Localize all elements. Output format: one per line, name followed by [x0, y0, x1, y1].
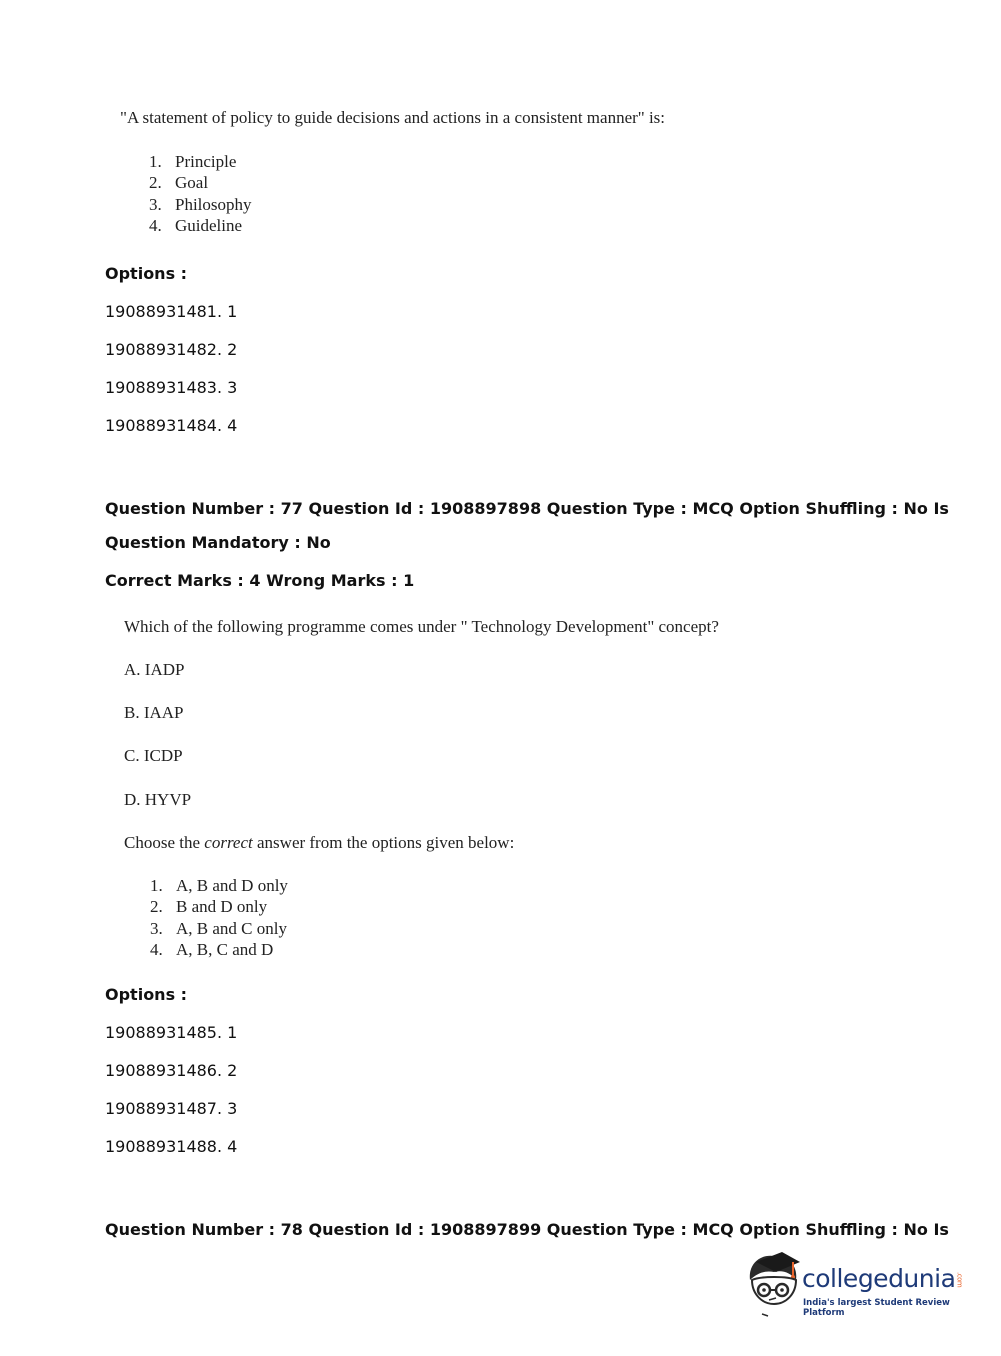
- option-line: 19088931486. 2: [105, 1061, 238, 1080]
- question-76-stem: "A statement of policy to guide decisions and actions in a consistent manner" is:: [120, 108, 666, 127]
- choice-item: 1. Principle: [149, 152, 237, 171]
- options-label: Options :: [105, 264, 188, 283]
- option-line: 19088931488. 4: [105, 1137, 238, 1156]
- statement-item: D. HYVP: [124, 790, 192, 809]
- statement-item: B. IAAP: [124, 703, 184, 722]
- logo-wordmark: collegedunia .com: [802, 1264, 964, 1293]
- choice-item: 1. A, B and D only: [150, 876, 288, 895]
- option-line: 19088931482. 2: [105, 340, 238, 359]
- choice-item: 4. Guideline: [149, 216, 243, 235]
- collegedunia-logo: [742, 1250, 972, 1320]
- option-line: 19088931484. 4: [105, 416, 238, 435]
- logo-tagline: India's largest Student Review Platform: [803, 1298, 950, 1318]
- statement-item: A. IADP: [124, 660, 185, 679]
- choice-item: 2. B and D only: [150, 897, 268, 916]
- option-line: 19088931487. 3: [105, 1099, 238, 1118]
- option-line: 19088931485. 1: [105, 1023, 238, 1042]
- options-label: Options :: [105, 985, 188, 1004]
- choice-item: 4. A, B, C and D: [150, 940, 274, 959]
- choice-item: 2. Goal: [149, 173, 209, 192]
- question-77-header-line2: Question Mandatory : No: [105, 533, 331, 552]
- option-line: 19088931481. 1: [105, 302, 238, 321]
- question-77-header-line1: Question Number : 77 Question Id : 1908897898 Question Type : MCQ Option Shuffling : No Is: [105, 499, 949, 518]
- choose-instruction: Choose the correct answer from the options given below:: [124, 833, 515, 852]
- choice-item: 3. Philosophy: [149, 195, 252, 214]
- question-77-stem: Which of the following programme comes under " Technology Development" concept?: [124, 617, 719, 636]
- student-mascot-icon: [742, 1250, 804, 1320]
- choice-item: 3. A, B and C only: [150, 919, 287, 938]
- question-78-header-line1: Question Number : 78 Question Id : 1908897899 Question Type : MCQ Option Shuffling : No Is: [105, 1220, 949, 1239]
- option-line: 19088931483. 3: [105, 378, 238, 397]
- question-77-marks: Correct Marks : 4 Wrong Marks : 1: [105, 571, 415, 590]
- statement-item: C. ICDP: [124, 746, 183, 765]
